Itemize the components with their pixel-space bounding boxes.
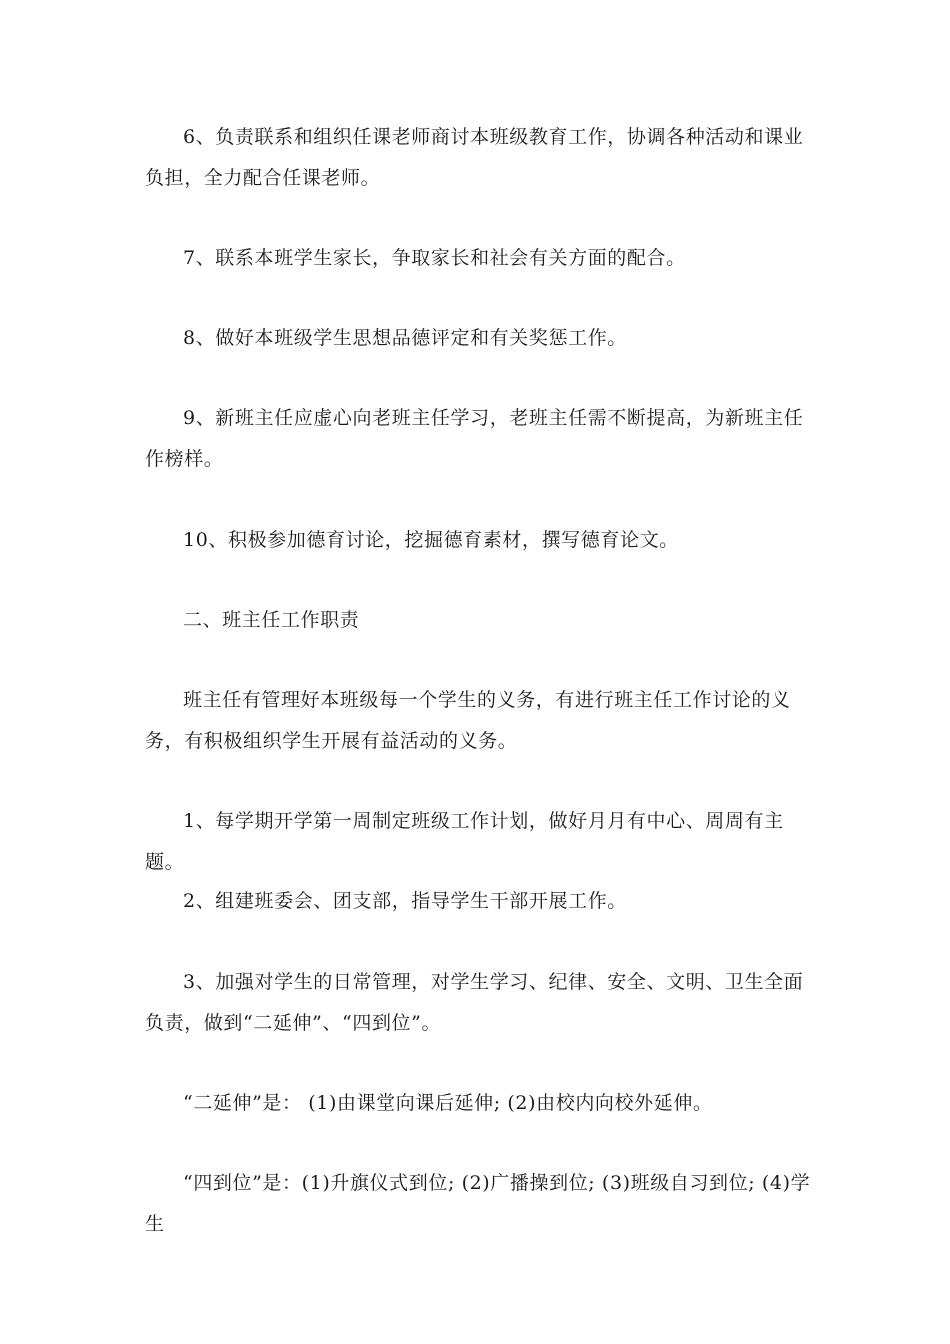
paragraph-item-7: 7、联系本班学生家长，争取家长和社会有关方面的配合。 [183,247,686,269]
paragraph-item-6: 6、负责联系和组织任课老师商讨本班级教育工作，协调各种活动和课业负担，全力配合任课老师。 [145,126,804,189]
section-heading: 二、班主任工作职责 [183,609,360,631]
section-intro: 班主任有管理好本班级每一个学生的义务，有进行班主任工作讨论的义务，有积极组织学生开展有益活动的义务。 [145,689,791,752]
duty-item-2: 2、组建班委会、团支部，指导学生干部开展工作。 [183,890,627,912]
duty-item-1: 1、每学期开学第一周制定班级工作计划，做好月月有中心、周周有主题。 [145,810,784,873]
paragraph-item-9: 9、新班主任应虚心向老班主任学习，老班主任需不断提高，为新班主任作榜样。 [145,407,804,470]
paragraph-item-10: 10、积极参加德育讨论，挖掘德育素材，撰写德育论文。 [183,529,679,551]
four-in-place-definition: “四到位”是：(1)升旗仪式到位; (2)广播操到位; (3)班级自习到位; (4)学生 [145,1172,811,1235]
duty-item-3: 3、加强对学生的日常管理，对学生学习、纪律、安全、文明、卫生全面负责，做到“二延伸”、“四到位”。 [145,971,804,1034]
two-extensions-definition: “二延伸”是： (1)由课堂向课后延伸; (2)由校内向校外延伸。 [183,1092,713,1114]
paragraph-item-8: 8、做好本班级学生思想品德评定和有关奖惩工作。 [183,327,627,349]
